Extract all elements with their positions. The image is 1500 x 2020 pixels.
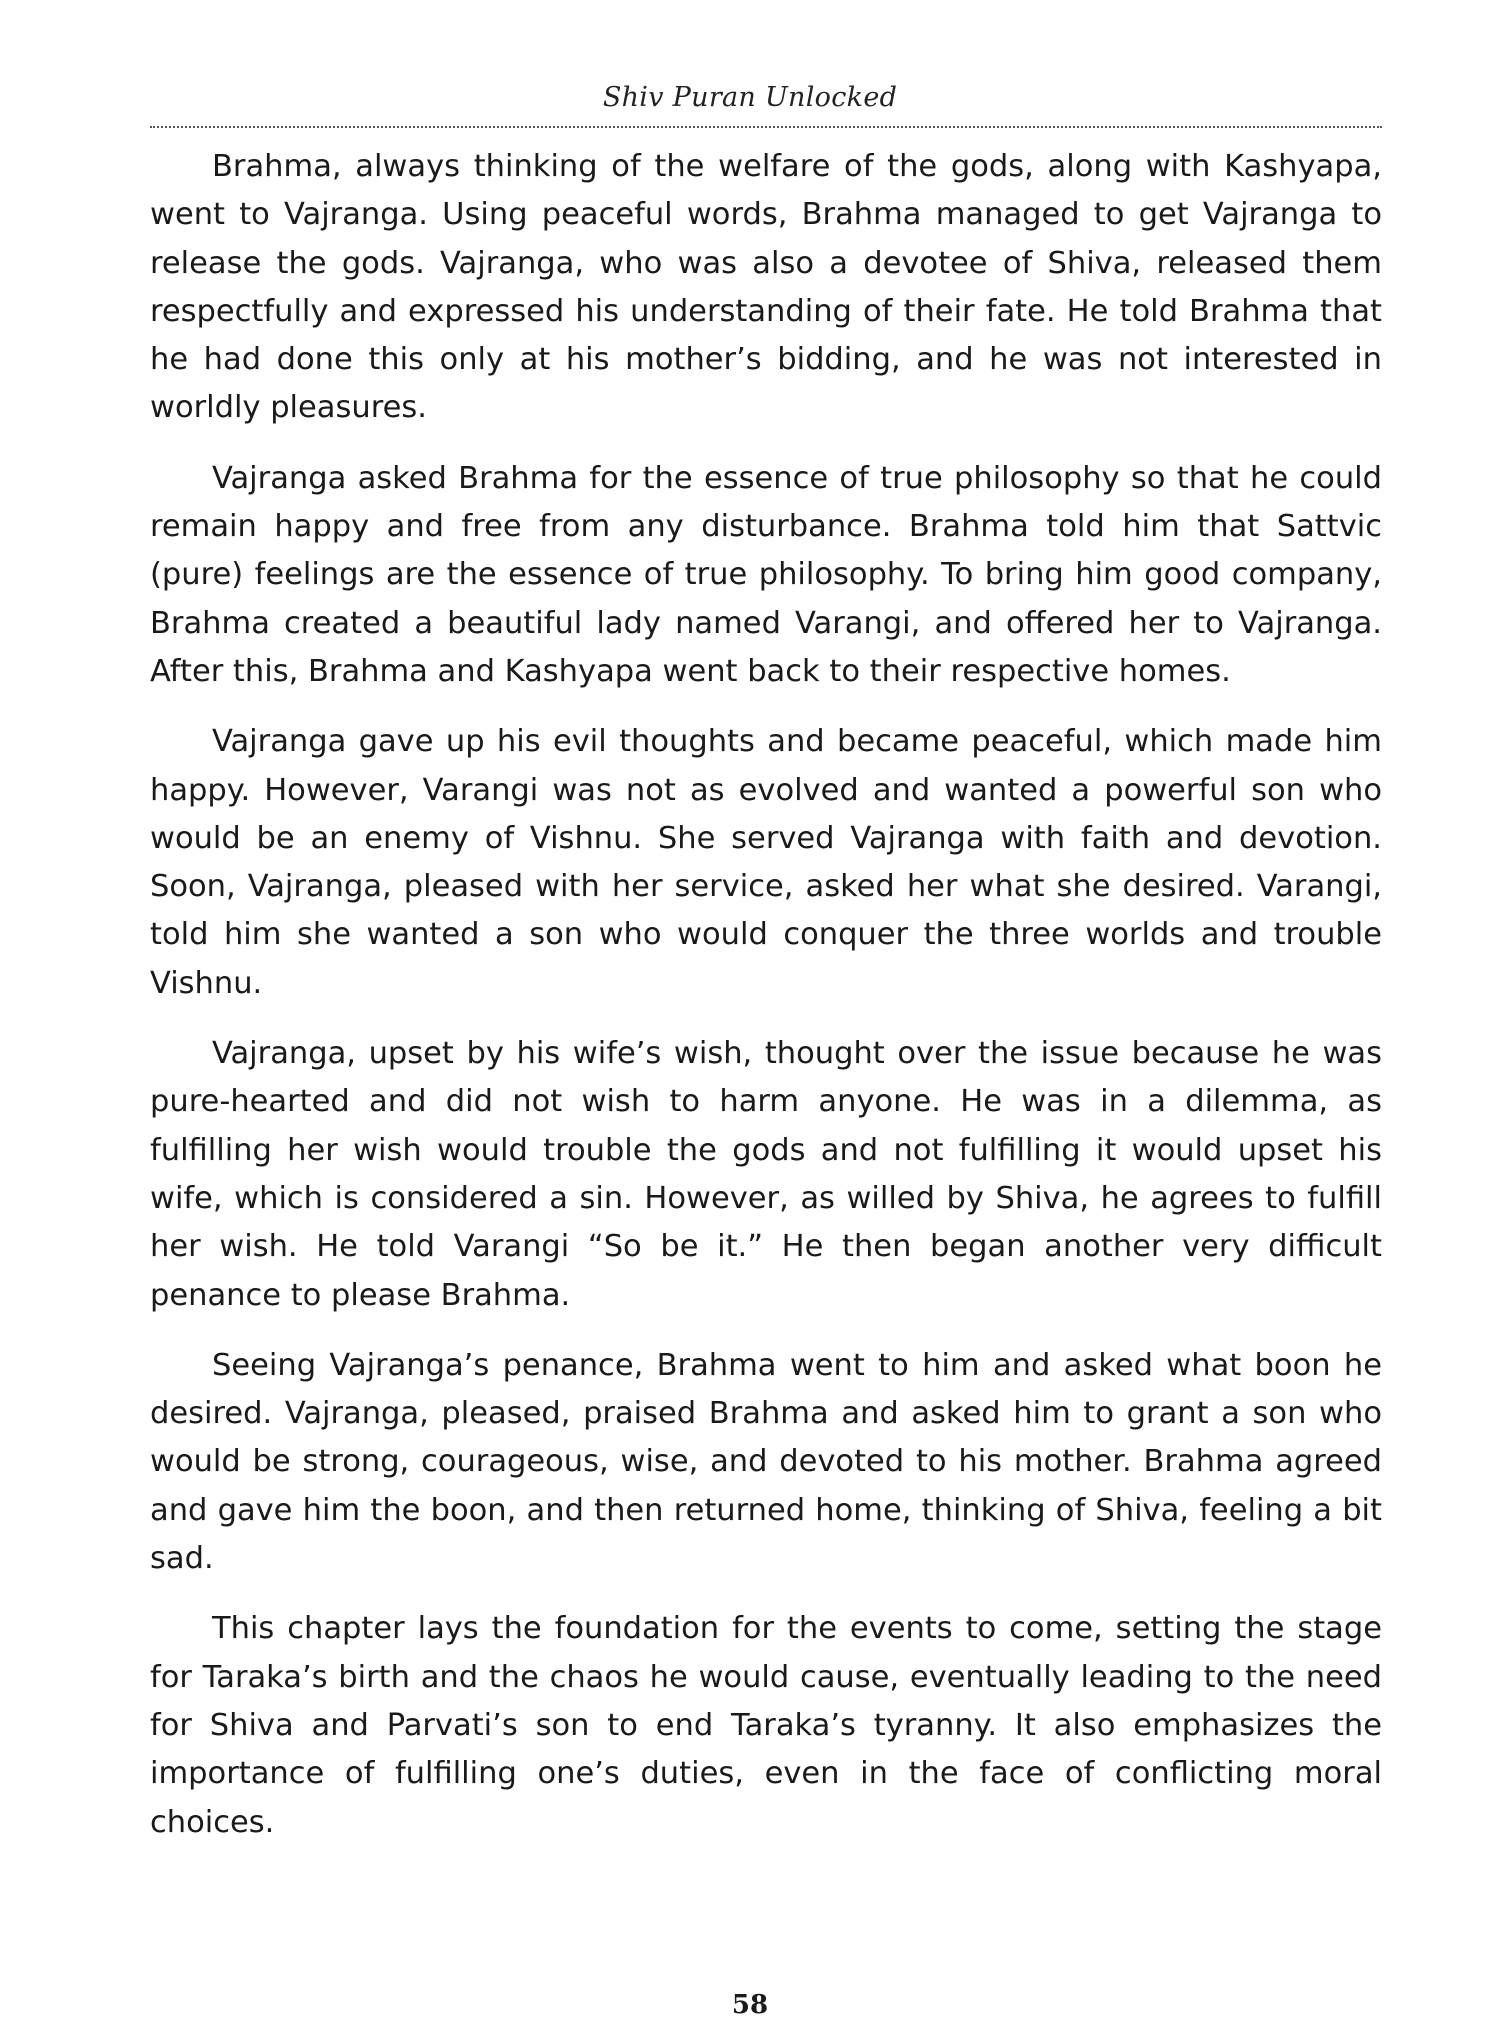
paragraph-6: This chapter lays the foundation for the events to come, setting the stage for Taraka’s birth and the chaos he would cause, eventually leading to the need for Shiva and Parvati’s son to end Taraka’s tyranny. It also emphasizes the importance of fulfilling one’s duties, even in the face of conflicting moral choices.	[150, 1611, 1382, 1840]
paragraph-4: Vajranga, upset by his wife’s wish, thought over the issue because he was pure-hearted and did not wish to harm anyone. He was in a dilemma, as fulfilling her wish would trouble the gods and not fulfilling it would upset his wife, which is considered a sin. However, as willed by Shiva, he agrees to fulfill her wish. He told Varangi “So be it.” He then began another very difficult penance to please Brahma.	[150, 1036, 1382, 1313]
paragraph-2: Vajranga asked Brahma for the essence of true philosophy so that he could remain happy and free from any disturbance. Brahma told him that Sattvic (pure) feelings are the essence of true philosophy. To bring him good company, Brahma created a beautiful lady named Varangi, and offered her to Vajranga. After this, Brahma and Kashyapa went back to their respective homes.	[150, 460, 1382, 689]
paragraph-5: Seeing Vajranga’s penance, Brahma went to him and asked what boon he desired. Vajranga, pleased, praised Brahma and asked him to grant a son who would be strong, courageous, wise, and devoted to his mother. Brahma agreed and gave him the boon, and then returned home, thinking of Shiva, feeling a bit sad.	[150, 1347, 1382, 1577]
body-text	[150, 143, 1382, 1869]
paragraph-1: Brahma, always thinking of the welfare of the gods, along with Kashyapa, went to Vajranga. Using peaceful words, Brahma managed to get Vajranga to release the gods. Vajranga, who was also a devotee of Shiva, released them respectfully and expressed his understanding of their fate. He told Brahma that he had done this only at his mother’s bidding, and he was not interested in worldly pleasures.	[150, 149, 1382, 426]
header-dotted-rule	[150, 126, 1382, 128]
paragraph-3: Vajranga gave up his evil thoughts and became peaceful, which made him happy. However, Varangi was not as evolved and wanted a powerful son who would be an enemy of Vishnu. She served Vajranga with faith and devotion. Soon, Vajranga, pleased with her service, asked her what she desired. Varangi, told him she wanted a son who would conquer the three worlds and trouble Vishnu.	[150, 724, 1382, 1001]
page-number: 58	[731, 1990, 769, 2020]
running-header-title: Shiv Puran Unlocked	[602, 82, 898, 113]
